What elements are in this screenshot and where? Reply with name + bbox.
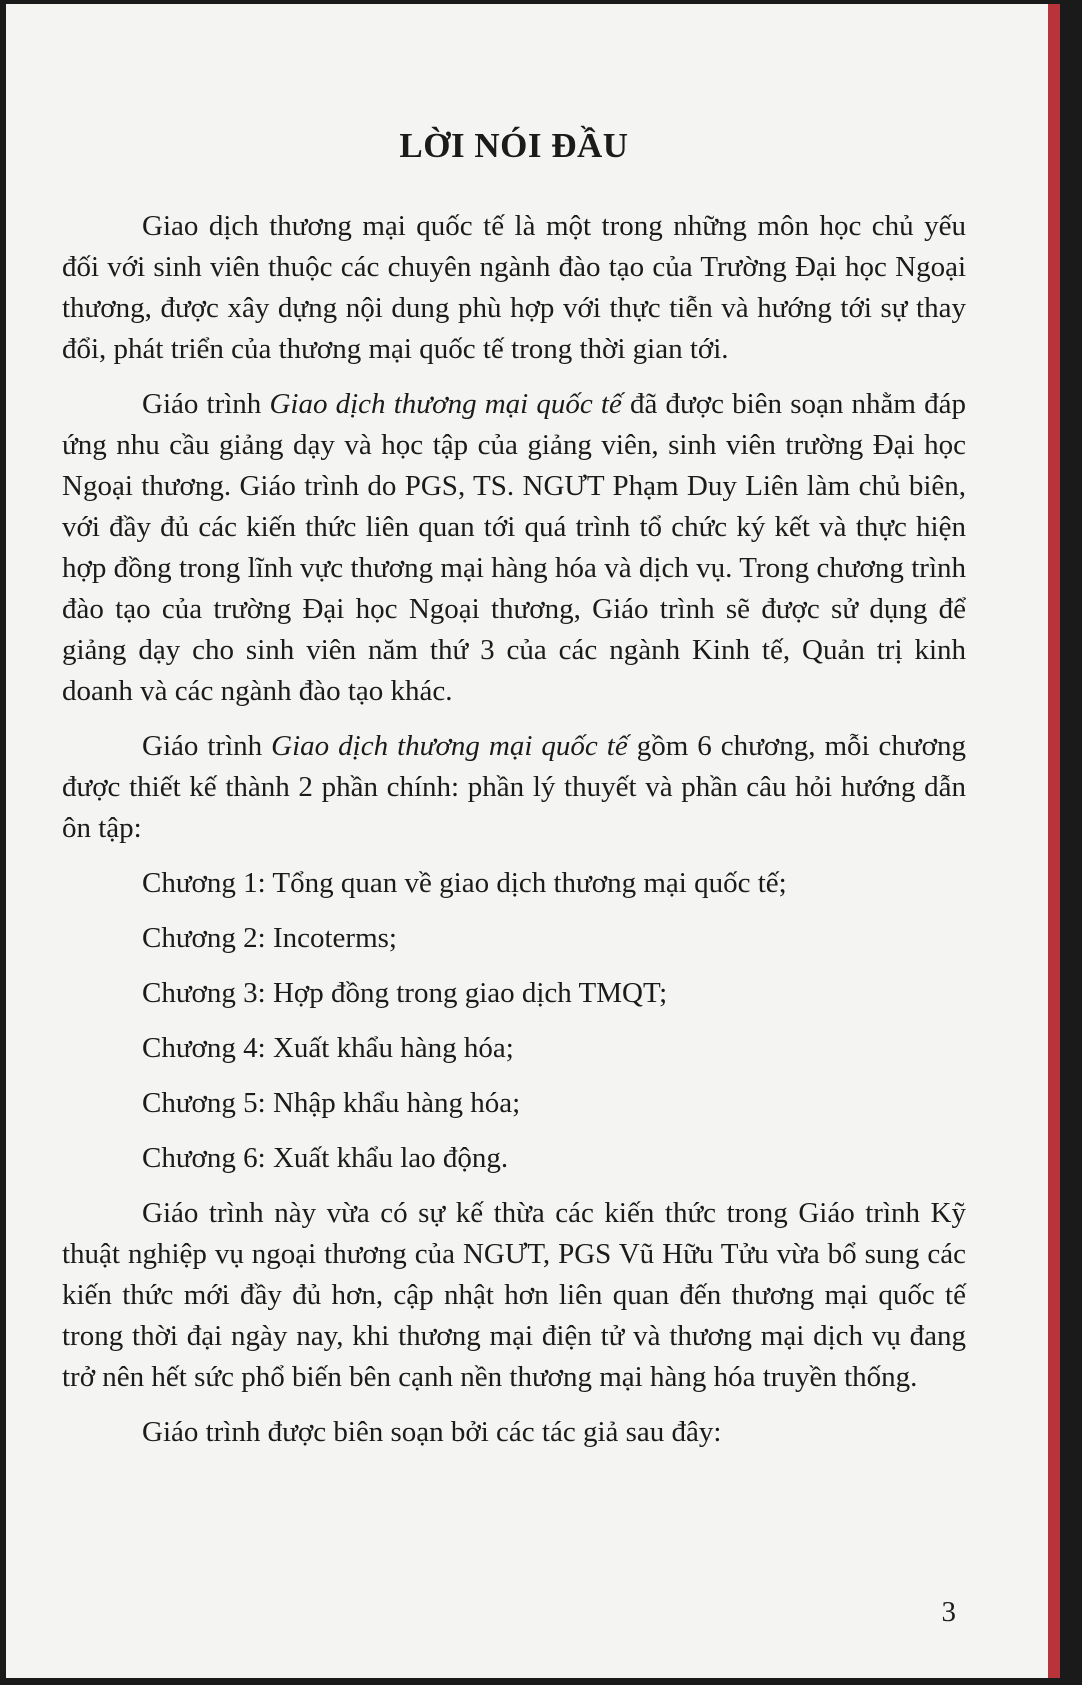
chapter-item: Chương 5: Nhập khẩu hàng hóa; [142, 1087, 521, 1119]
paragraph-body: gồm 6 chương, mỗi chương được thiết kế thành 2 phần chính: phần lý thuyết và phần câu hỏi hướng dẫn ôn tập: [62, 730, 966, 844]
chapter-item: Chương 3: Hợp đồng trong giao dịch TMQT; [142, 977, 668, 1009]
chapter-item: Chương 6: Xuất khẩu lao động. [142, 1142, 509, 1174]
page-title: LỜI NÓI ĐẦU [399, 126, 629, 165]
page-number: 3 [941, 1596, 956, 1628]
book-page [6, 4, 1060, 1678]
paragraph-structure [62, 726, 966, 849]
chapter-item: Chương 2: Incoterms; [142, 922, 397, 954]
book-title-italic: Giao dịch thương mại quốc tế [269, 388, 622, 420]
chapter-list [142, 863, 966, 1179]
page-text [62, 124, 966, 1467]
paragraph-lead: Giáo trình [142, 388, 270, 420]
book-title-italic: Giao dịch thương mại quốc tế [271, 730, 628, 762]
chapter-item: Chương 4: Xuất khẩu hàng hóa; [142, 1032, 514, 1064]
paragraph-intro: Giao dịch thương mại quốc tế là một trong những môn học chủ yếu đối với sinh viên thuộc các chuyên ngành đào tạo của Trường Đại học Ngoại thương, được xây dựng nội dung phù hợp với thực tiễn và hướng tới sự thay đổi, phát triển của thương mại quốc tế trong thời gian tới. [62, 210, 966, 365]
paragraph-lead: Giáo trình [142, 730, 272, 762]
paragraph-textbook-purpose [62, 384, 966, 712]
paragraph-heritage: Giáo trình này vừa có sự kế thừa các kiến thức trong Giáo trình Kỹ thuật nghiệp vụ ngoại thương của NGƯT, PGS Vũ Hữu Tửu vừa bổ sung các kiến thức mới đầy đủ hơn, cập nhật hơn liên quan đến thương mại quốc tế trong thời đại ngày nay, khi thương mại điện tử và thương mại dịch vụ đang trở nên hết sức phổ biến bên cạnh nền thương mại hàng hóa truyền thống. [62, 1197, 966, 1393]
paragraph-body: đã được biên soạn nhằm đáp ứng nhu cầu giảng dạy và học tập của giảng viên, sinh viên trường Đại học Ngoại thương. Giáo trình do PGS, TS. NGƯT Phạm Duy Liên làm chủ biên, với đầy đủ các kiến thức liên quan tới quá trình tổ chức ký kết và thực hiện hợp đồng trong lĩnh vực thương mại hàng hóa và dịch vụ. Trong chương trình đào tạo của trường Đại học Ngoại thương, Giáo trình sẽ được sử dụng để giảng dạy cho sinh viên năm thứ 3 của các ngành Kinh tế, Quản trị kinh doanh và các ngành đào tạo khác. [62, 388, 966, 707]
paragraph-authors-intro: Giáo trình được biên soạn bởi các tác giả sau đây: [142, 1416, 722, 1448]
chapter-item: Chương 1: Tổng quan về giao dịch thương mại quốc tế; [142, 867, 787, 899]
